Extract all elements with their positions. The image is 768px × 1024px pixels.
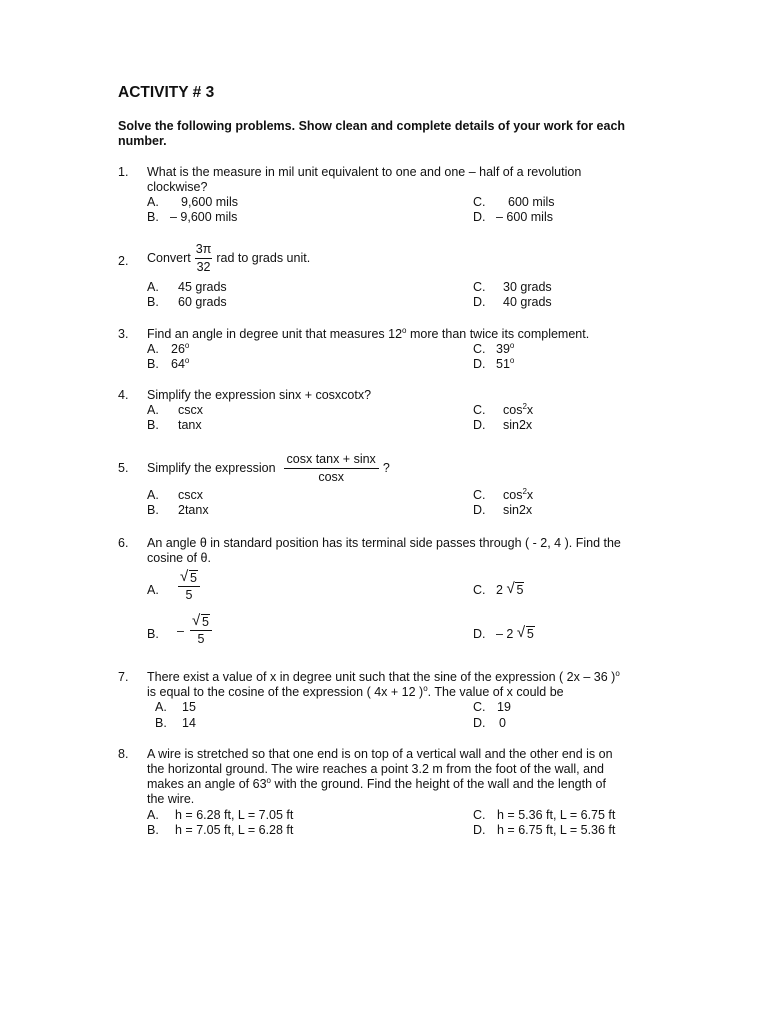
q4-d-label: D. <box>473 418 486 432</box>
q4-d-value: sin2x <box>503 418 533 432</box>
q8-c-label: C. <box>473 808 486 822</box>
q2-text <box>147 242 310 276</box>
q6-a-value: √ 5 5 <box>178 571 200 602</box>
q3-b-value: 64$^o$ <box>171 356 190 371</box>
q8-line-3: makes an angle of 63$^o$ with the ground. Find the height of the wall and the length of <box>147 776 606 791</box>
q2-d-label: D. <box>473 295 486 309</box>
q4-a-label: A. <box>147 403 159 417</box>
q1-number: 1. <box>118 165 129 179</box>
q3-d-label: D. <box>473 357 486 371</box>
q5-fraction-denominator: cosx <box>318 470 345 485</box>
q8-line-4: the wire. <box>147 792 195 806</box>
q3-a-label: A. <box>147 342 159 356</box>
q2-c-label: C. <box>473 280 486 294</box>
q1-c-value: 600 mils <box>508 195 555 209</box>
q7-d-label: D. <box>473 716 486 730</box>
q2-a-value: 45 grads <box>178 280 227 294</box>
q2-fraction <box>195 242 213 276</box>
q6-b-value: – √ 5 5 <box>177 615 212 646</box>
q5-a-value: cscx <box>178 488 203 502</box>
page-title: ACTIVITY # 3 <box>118 84 215 101</box>
q6-c-label: C. <box>473 583 486 597</box>
q8-line-2: the horizontal ground. The wire reaches a point 3.2 m from the foot of the wall, and <box>147 762 604 776</box>
q8-d-label: D. <box>473 823 486 837</box>
q4-c-label: C. <box>473 403 486 417</box>
q3-pre: Find an angle in degree unit that measures 12 <box>147 327 403 341</box>
q8-d-value: h = 6.75 ft, L = 5.36 ft <box>497 823 616 837</box>
q7-d-value: 0 <box>499 716 506 730</box>
q3-c-value: 39$^o$ <box>496 341 515 356</box>
q7-b-label: B. <box>155 716 167 730</box>
q2-pre: Convert <box>147 251 191 266</box>
q1-b-label: B. <box>147 210 159 224</box>
q7-b-value: 14 <box>182 716 196 730</box>
q7-c-value: 19 <box>497 700 511 714</box>
q7-c-label: C. <box>473 700 486 714</box>
q4-number: 4. <box>118 388 129 402</box>
q4-b-value: tanx <box>178 418 202 432</box>
q1-b-value: – 9,600 mils <box>170 210 238 224</box>
q2-fraction-denominator: 32 <box>196 260 211 275</box>
q2-b-label: B. <box>147 295 159 309</box>
q3-d-value: 51$^o$ <box>496 356 515 371</box>
q4-text: Simplify the expression sinx + cosxcotx? <box>147 388 372 402</box>
q1-d-value: – 600 mils <box>496 210 553 224</box>
q8-line-1: A wire is stretched so that one end is on top of a vertical wall and the other end is on <box>147 747 613 761</box>
q5-d-label: D. <box>473 503 486 517</box>
q2-d-value: 40 grads <box>503 295 552 309</box>
q3-a-value: 26$^o$ <box>171 341 190 356</box>
q6-b-label: B. <box>147 627 159 641</box>
q2-number: 2. <box>118 254 129 268</box>
q4-c-value: $\cos^2x$ <box>503 402 534 417</box>
q5-b-value: 2tanx <box>178 503 209 517</box>
q6-text: An angle θ in standard position has its terminal side passes through ( - 2, 4 ). Find the cosine of θ. <box>147 536 621 566</box>
q6-c-value: 2 √ 5 <box>496 580 524 597</box>
q8-a-label: A. <box>147 808 159 822</box>
q8-b-value: h = 7.05 ft, L = 6.28 ft <box>175 823 294 837</box>
q1-a-value: 9,600 mils <box>181 195 238 209</box>
q2-c-value: 30 grads <box>503 280 552 294</box>
q2-post: rad to grads unit. <box>216 251 311 266</box>
q5-text <box>147 452 390 486</box>
q5-c-value: $\cos^2x$ <box>503 487 534 502</box>
q5-pre: Simplify the expression <box>147 461 276 476</box>
q5-number: 5. <box>118 461 129 475</box>
q5-b-label: B. <box>147 503 159 517</box>
q5-fraction-numerator: cosx tanx + sinx <box>284 452 379 469</box>
q7-number: 7. <box>118 670 129 684</box>
q4-b-label: B. <box>147 418 159 432</box>
q3-b-label: B. <box>147 357 159 371</box>
q5-a-label: A. <box>147 488 159 502</box>
q3-c-label: C. <box>473 342 486 356</box>
q6-number: 6. <box>118 536 129 550</box>
q2-fraction-numerator: 3π <box>195 242 213 259</box>
q4-a-value: cscx <box>178 403 203 417</box>
q1-c-label: C. <box>473 195 486 209</box>
q3-degree: o <box>402 326 407 335</box>
q6-d-value: – 2 √ 5 <box>496 624 534 641</box>
q8-c-value: h = 5.36 ft, L = 6.75 ft <box>497 808 616 822</box>
q5-d-value: sin2x <box>503 503 533 517</box>
q7-a-value: 15 <box>182 700 196 714</box>
q7-line-2: is equal to the cosine of the expression ( 4x + 12 )$^o$. The value of x could be <box>147 684 564 699</box>
q3-post: more than twice its complement. <box>406 327 590 341</box>
q1-text: What is the measure in mil unit equivalent to one and one – half of a revolution clockwise? <box>147 165 582 195</box>
q1-a-label: A. <box>147 195 159 209</box>
q3-text <box>147 327 589 342</box>
instructions: Solve the following problems. Show clean and complete details of your work for each number. <box>118 119 626 148</box>
q5-fraction <box>284 452 379 486</box>
q8-number: 8. <box>118 747 129 761</box>
q5-post: ? <box>382 461 390 476</box>
q1-d-label: D. <box>473 210 486 224</box>
q6-d-label: D. <box>473 627 486 641</box>
q2-a-label: A. <box>147 280 159 294</box>
q7-line-1: There exist a value of x in degree unit such that the sine of the expression ( 2x – 36 )$^o$ <box>147 669 620 684</box>
q7-a-label: A. <box>155 700 167 714</box>
q8-a-value: h = 6.28 ft, L = 7.05 ft <box>175 808 294 822</box>
q2-b-value: 60 grads <box>178 295 227 309</box>
q3-number: 3. <box>118 327 129 341</box>
q8-b-label: B. <box>147 823 159 837</box>
q6-a-label: A. <box>147 583 159 597</box>
q5-c-label: C. <box>473 488 486 502</box>
